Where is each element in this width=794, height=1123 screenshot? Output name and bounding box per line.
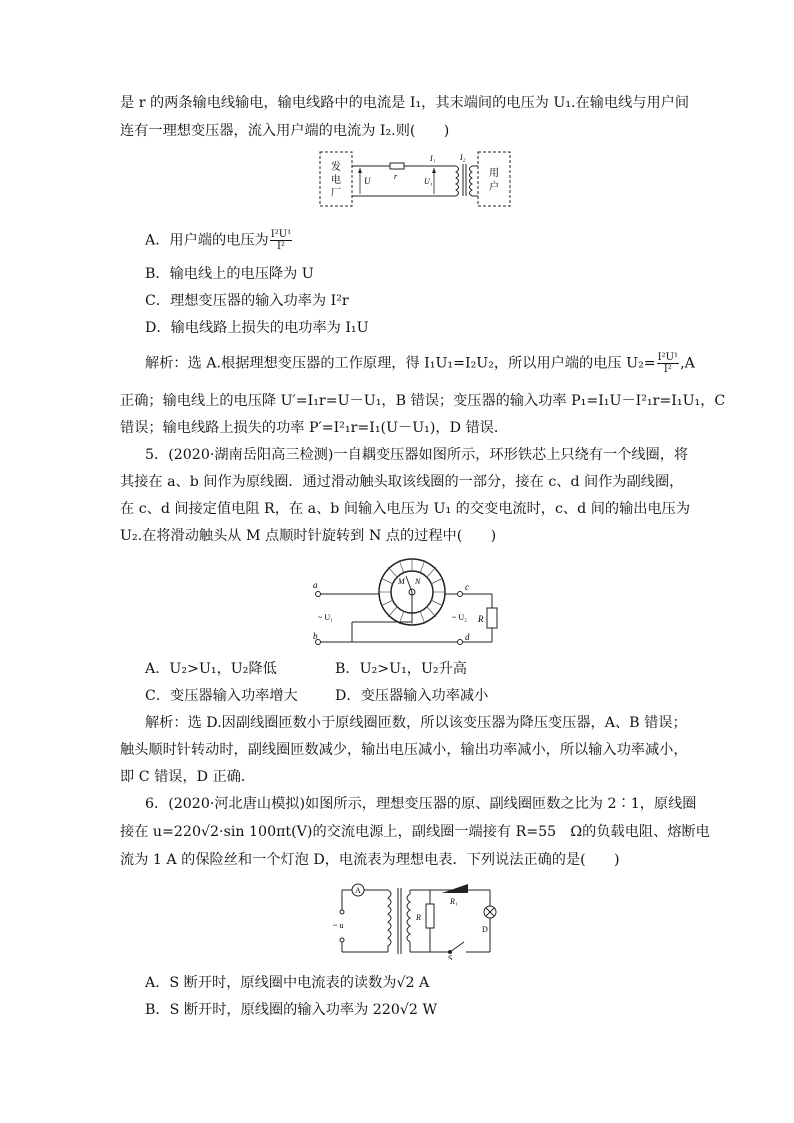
q6-stem-line1: 6．(2020·河北唐山模拟)如图所示，理想变压器的原、副线圈匝数之比为 2∶1，原线圈: [145, 796, 697, 812]
q6-stem-line3: 流为 1 A 的保险丝和一个灯泡 D，电流表为理想电表．下列说法正确的是( ): [120, 852, 620, 868]
q4-solution-line1: 解析：选 A.根据理想变压器的工作原理，得 I₁U₁=I₂U₂，所以用户端的电压 U₂= $\frac{\text{I²U¹}}{\text{I²}}$ ,A: [145, 352, 695, 375]
q6-switch-label: S: [448, 954, 453, 960]
q4-option-d: D．输电线路上损失的电功率为 I₁U: [145, 320, 369, 336]
q4-gen-label-3: 厂: [331, 188, 341, 199]
q5-option-a: A．U₂>U₁，U₂降低: [145, 661, 277, 677]
q6-ammeter-label: A: [355, 886, 361, 895]
q6-r1-label: R₁: [450, 897, 458, 906]
q6-option-b: B．S 断开时，原线圈的输入功率为 220√2 W: [145, 1002, 438, 1018]
q6-stem-line2: 接在 u=220√2·sin 100πt(V)的交流电源上，副线圈一端接有 R=55 Ω的负载电阻、熔断电: [120, 824, 710, 840]
q5-stem-line1: 5．(2020·湖南岳阳高三检测)一自耦变压器如图所示，环形铁芯上只绕有一个线圈，将: [145, 447, 689, 463]
q4-user-label-2: 户: [489, 182, 499, 193]
q4-i1-label: I₁: [430, 154, 436, 163]
q4-gen-label-1: 发: [331, 162, 341, 173]
q4-option-a: A．用户端的电压为 $\frac{\text{I²U¹}}{\text{I²}}$: [145, 229, 292, 252]
q6-option-a: A．S 断开时，原线圈中电流表的读数为√2 A: [145, 975, 430, 991]
q5-d-label: d: [465, 632, 470, 642]
q5-u1-label: ~ U₁: [318, 613, 333, 622]
q5-solution-line2: 触头顺时针转动时，副线圈匝数减少，输出电压减小，输出功率减小，所以输入功率减小，: [120, 742, 688, 758]
q5-option-d: D．变压器输入功率减小: [335, 688, 489, 704]
q5-option-c: C．变压器输入功率增大: [145, 688, 298, 704]
q4-user-label-1: 用: [489, 168, 499, 179]
q5-stem-line2: 其接在 a、b 间作为原线圈．通过滑动触头取该线圈的一部分，接在 c、d 间作为副线圈，: [120, 474, 684, 490]
q5-n-label: N: [415, 577, 421, 586]
q4-stem-line2: 连有一理想变压器，流入用户端的电流为 I₂.则( ): [120, 123, 450, 139]
q4-solution-line3: 错误；输电线路上损失的功率 P′=I²₁r=I₁(U－U₁)，D 错误．: [120, 420, 509, 436]
q6-lamp-label: D: [482, 925, 488, 934]
q4-option-c: C．理想变压器的输入功率为 I²r: [145, 293, 349, 309]
q5-stem-line3: 在 c、d 间接定值电阻 R，在 a、b 间输入电压为 U₁ 的交变电流时，c、d 间的输出电压为: [120, 501, 691, 517]
q5-autotransformer-figure: [312, 556, 512, 656]
q4-solution-line2: 正确；输电线上的电压降 U′=I₁r=U－U₁，B 错误；变压器的输入功率 P₁=I₁U－I²₁r=I₁U₁，C: [120, 393, 726, 409]
q5-r-label: R: [478, 614, 484, 624]
q5-stem-line4: U₂.在将滑动触头从 M 点顺时针旋转到 N 点的过程中( ): [120, 528, 497, 544]
q5-solution-line1: 解析：选 D.因副线圈匝数小于原线圈匝数，所以该变压器为降压变压器，A、B 错误；: [145, 715, 687, 731]
q4-circuit-figure: [318, 150, 513, 214]
q5-option-b: B．U₂>U₁，U₂升高: [335, 661, 467, 677]
q6-circuit-figure: [330, 880, 500, 964]
q5-c-label: c: [465, 582, 469, 592]
q4-r-label: r: [394, 172, 398, 181]
q4-u-label: U: [364, 176, 371, 186]
q6-r-label: R: [416, 913, 421, 922]
q4-i2-label: I₂: [460, 153, 466, 162]
q5-solution-line3: 即 C 错误，D 正确．: [120, 769, 256, 785]
q4-gen-label-2: 电: [331, 175, 341, 186]
q4-stem-line1: 是 r 的两条输电线输电，输电线路中的电流是 I₁，其末端间的电压为 U₁.在输电线与用户间: [120, 95, 690, 111]
q6-source-label: ~ u: [333, 921, 344, 930]
q5-m-label: M: [398, 577, 405, 586]
q5-u2-label: ~ U₂: [452, 613, 467, 622]
q5-b-label: b: [313, 631, 318, 641]
q5-a-label: a: [313, 580, 318, 590]
q4-u1-label: U₁: [424, 177, 433, 186]
q4-option-b: B．输电线上的电压降为 U: [145, 266, 314, 282]
